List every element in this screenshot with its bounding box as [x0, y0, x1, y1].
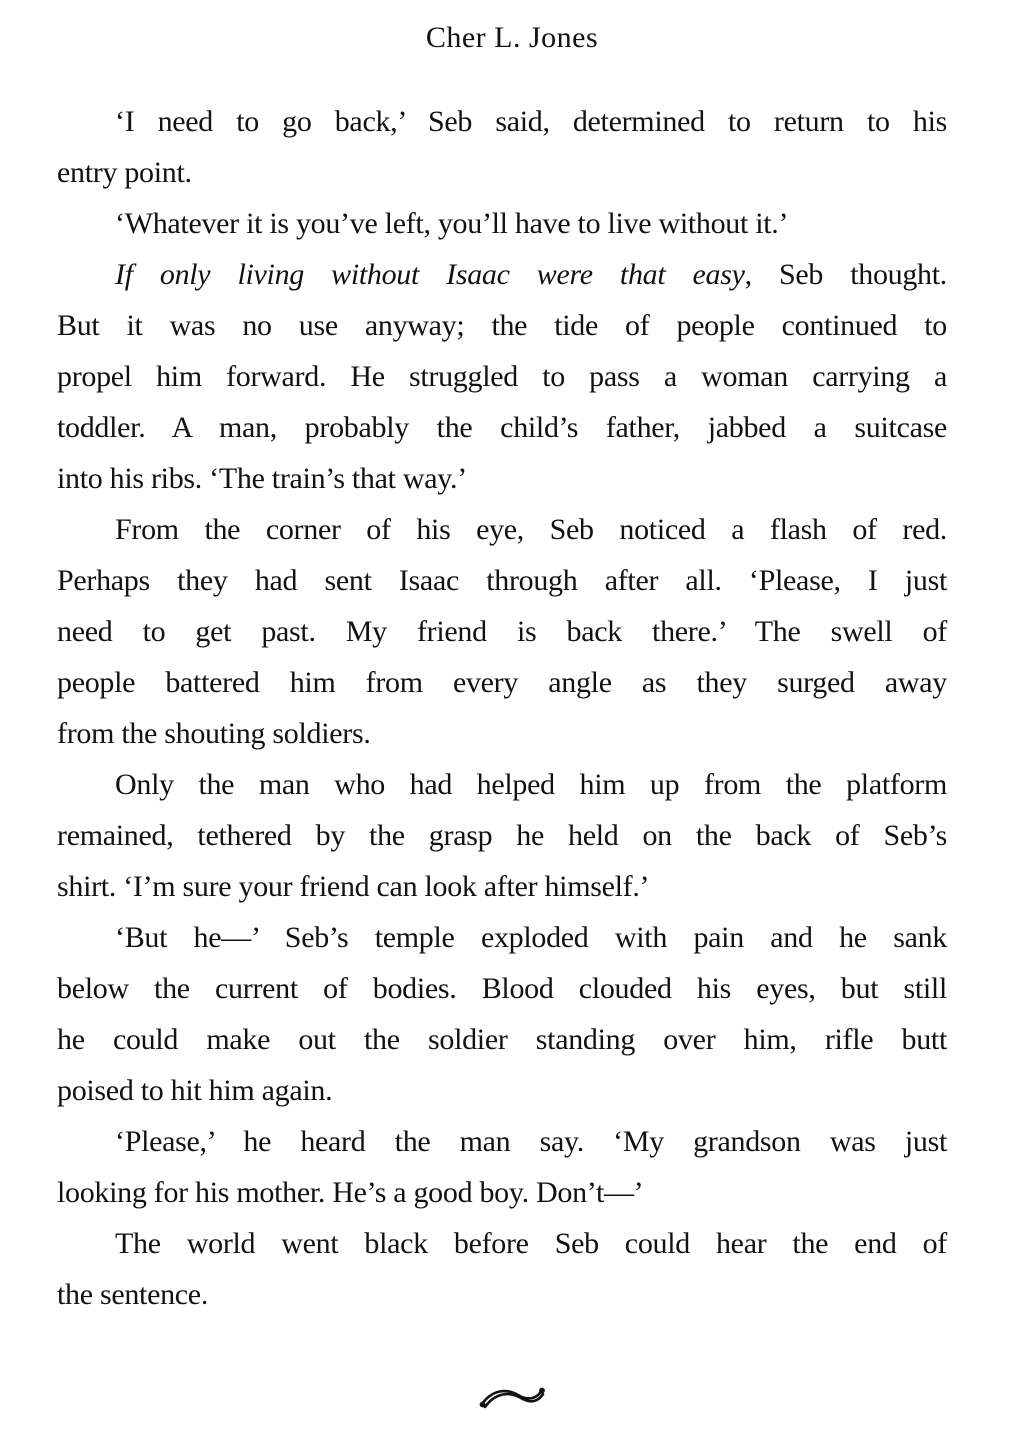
- text-line: shirt. ‘I’m sure your friend can look after himself.’: [57, 870, 650, 903]
- paragraph: [57, 912, 947, 1116]
- text-line: entry point.: [57, 156, 192, 189]
- text-line: ‘I need to go back,’ Seb said, determined to return to his: [115, 105, 947, 138]
- paragraph: [57, 759, 947, 912]
- text-span: , Seb thought.: [744, 258, 947, 291]
- text-line: propel him forward. He struggled to pass a woman carrying a: [57, 360, 947, 393]
- text-line: people battered him from every angle as they surged away: [57, 666, 947, 699]
- text-line: remained, tethered by the grasp he held on the back of Seb’s: [57, 819, 947, 852]
- text-line: looking for his mother. He’s a good boy. Don’t—’: [57, 1176, 644, 1209]
- paragraph: [57, 198, 947, 249]
- paragraph: [57, 96, 947, 198]
- text-line: need to get past. My friend is back there.’ The swell of: [57, 615, 947, 648]
- text-line: below the current of bodies. Blood clouded his eyes, but still: [57, 972, 947, 1005]
- text-line: the sentence.: [57, 1278, 209, 1311]
- text-line: ‘Whatever it is you’ve left, you’ll have to live without it.’: [115, 207, 789, 240]
- italic-phrase: If only living without Isaac were that easy: [115, 258, 745, 291]
- text-line: into his ribs. ‘The train’s that way.’: [57, 462, 467, 495]
- text-line: Only the man who had helped him up from the platform: [115, 768, 947, 801]
- text-line: From the corner of his eye, Seb noticed a flash of red.: [115, 513, 947, 546]
- paragraph: [57, 1116, 947, 1218]
- paragraph: [57, 249, 947, 504]
- text-line: from the shouting soldiers.: [57, 717, 371, 750]
- running-header-author: Cher L. Jones: [425, 21, 599, 54]
- text-line: But it was no use anyway; the tide of people continued to: [57, 309, 947, 342]
- text-line: Perhaps they had sent Isaac through after all. ‘Please, I just: [57, 564, 947, 597]
- paragraph: [57, 504, 947, 759]
- text-line: he could make out the soldier standing over him, rifle butt: [57, 1023, 947, 1056]
- text-line: ‘Please,’ he heard the man say. ‘My grandson was just: [115, 1125, 947, 1158]
- text-line: The world went black before Seb could hear the end of: [115, 1227, 947, 1260]
- text-line: toddler. A man, probably the child’s father, jabbed a suitcase: [57, 411, 947, 444]
- body-text: [57, 96, 947, 1320]
- paragraph: [57, 1218, 947, 1320]
- text-line: poised to hit him again.: [57, 1074, 333, 1107]
- text-line: [57, 249, 947, 300]
- scene-break-ornament-icon: [476, 1383, 548, 1411]
- text-line: ‘But he—’ Seb’s temple exploded with pain and he sank: [115, 921, 947, 954]
